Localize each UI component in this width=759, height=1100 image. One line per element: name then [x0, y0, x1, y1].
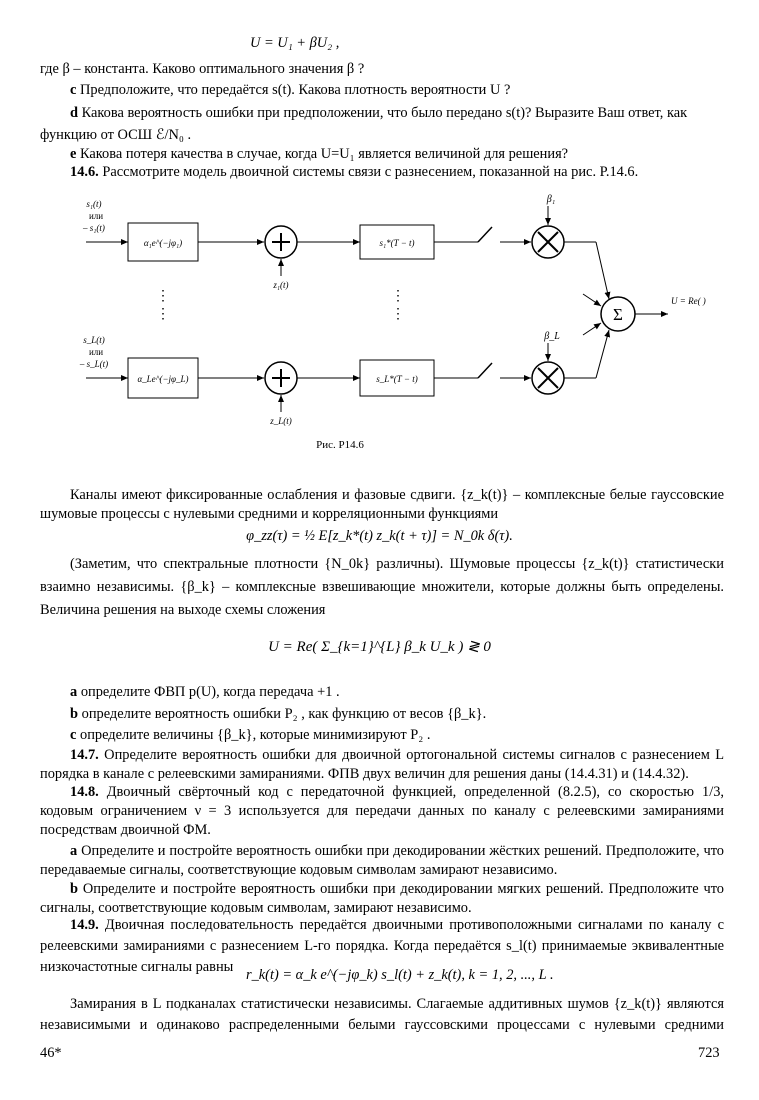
input-L-label: s_L(t): [83, 335, 105, 345]
item-text: определите ФВП p(U), когда передача +1 .: [80, 684, 340, 700]
text-line: низкочастотные сигналы равны: [40, 959, 234, 975]
ellipsis-dots: ⋮: [156, 289, 170, 304]
item-label: e: [70, 146, 77, 162]
top-formula: U = U₁ + βU₂ ,: [250, 35, 340, 51]
text-line: [40, 746, 724, 765]
item-b: [70, 705, 486, 724]
text-line: релеевскими замираниями с разнесением L-го порядка. Когда передаётся s_l(t) принимаемые эквивалентные: [40, 938, 724, 954]
problem-number: 14.6.: [70, 164, 99, 180]
text-line: передаваемые сигналы, соответствующие кодовым символам замирают независимо.: [40, 862, 558, 878]
text-line: (Заметим, что спектральные плотности {N_0k} различны). Шумовые процессы {z_k(t)} статистически: [70, 556, 724, 572]
text-line: взаимно независимы. {β_k} – комплексные взвешивающие множители, которые должны быть определены.: [40, 579, 724, 595]
formula-rk: r_k(t) = α_k e^(−jφ_k) s_l(t) + z_k(t), k = 1, 2, ..., L .: [246, 967, 554, 983]
formula-phi: φ_zz(τ) = ½ E[z_k*(t) z_k(t + τ)] = N_0k δ(τ).: [246, 528, 513, 544]
matched-filter-L-label: s_L*(T − t): [376, 374, 418, 384]
wire: [583, 323, 601, 335]
noise-L-label: z_L(t): [270, 416, 292, 426]
problem-text: Двоичная последовательность передаётся двоичными противоположными сигналами по каналу с: [104, 917, 724, 933]
input-L-or: или: [88, 347, 104, 357]
footer-left: 46*: [40, 1045, 62, 1061]
item-c: [70, 81, 510, 100]
item-a: [70, 683, 340, 702]
problem-text: Определите вероятность ошибки для двоичной ортогональной системы сигналов с разнесением L: [104, 747, 725, 763]
ellipsis-dots: ⋮: [156, 307, 170, 322]
item-label: a: [70, 843, 78, 859]
channel-1-gain: α₁e^(−jφ₁): [143, 238, 183, 248]
text-line: сигналы, соответствующие кодовым символам, замирают независимо.: [40, 900, 472, 916]
item-label: c: [70, 82, 77, 98]
text-line: [40, 783, 724, 802]
text-line: Каналы имеют фиксированные ослабления и фазовые сдвиги. {z_k(t)} – комплексные белые гауссовские: [70, 487, 724, 503]
text-line: [40, 842, 724, 861]
text-line: Замирания в L подканалах статистически независимы. Слагаемые аддитивных шумов {z_k(t)} являются: [70, 996, 724, 1012]
problem-number: 14.9.: [70, 917, 99, 933]
item-d: [70, 104, 687, 123]
text-line: [40, 916, 724, 935]
diversity-system-diagram: [0, 190, 759, 455]
channel-L-gain: α_Le^(−jφ_L): [137, 374, 189, 384]
ellipsis-dots: ⋮: [391, 307, 405, 322]
input-1-label: s₁(t): [86, 199, 102, 209]
text-line: где β – константа. Каково оптимального значения β ?: [40, 61, 365, 77]
beta-1-label: β₁: [546, 194, 556, 205]
item-text: определите величины {β_k}, которые минимизируют P₂ .: [80, 727, 431, 743]
input-1-or: или: [88, 211, 104, 221]
wire: [583, 294, 601, 306]
item-c: [70, 726, 430, 745]
problem-14-8: [40, 783, 724, 918]
problem-number: 14.8.: [70, 784, 99, 800]
item-label: b: [70, 706, 79, 722]
item-label: d: [70, 105, 79, 121]
item-label: b: [70, 881, 79, 897]
item-text: Определите и постройте вероятность ошибки при декодировании мягких решений. Предположите что: [82, 881, 724, 897]
text-line: порядка в канале с релеевскими замираниями. ФПВ двух величин для решения даны (14.4.31) и (14.4.32).: [40, 766, 689, 782]
sampler-switch-1: [478, 227, 492, 242]
noise-1-label: z₁(t): [273, 280, 289, 290]
text-line: шумовые процессы с нулевыми средними и корреляционными функциями: [40, 506, 499, 522]
text-line: Величина решения на выходе схемы сложения: [40, 602, 326, 618]
matched-filter-1-label: s₁*(T − t): [379, 238, 415, 248]
sampler-switch-L: [478, 363, 492, 378]
text-line: посредствам двоичной ФМ.: [40, 822, 211, 838]
item-text: Какова вероятность ошибки при предположении, что было передано s(t)? Выразите Ваш ответ, как: [81, 105, 688, 121]
text-line: [40, 880, 724, 899]
problem-14-7: [40, 746, 724, 784]
text-line: функцию от ОСШ ℰ/N₀ .: [40, 127, 192, 143]
figure-caption: Рис. Р14.6: [316, 439, 364, 451]
problem-text: Рассмотрите модель двоичной системы связи с разнесением, показанной на рис. Р.14.6.: [102, 164, 639, 180]
paragraph: [40, 994, 724, 1036]
problem-text: Двоичный свёрточный код с передаточной функцией, определенной (8.2.5), со скоростью 1/3,: [106, 784, 724, 800]
sum-symbol: Σ: [613, 305, 623, 324]
beta-L-label: β_L: [544, 331, 560, 342]
item-text: Предположите, что передаётся s(t). Какова плотность вероятности U ?: [80, 82, 511, 98]
input-1-neg: – s₁(t): [83, 223, 105, 233]
problem-14-6: [70, 163, 638, 182]
item-text: определите вероятность ошибки P₂ , как функцию от весов {β_k}.: [81, 706, 487, 722]
item-text: Какова потеря качества в случае, когда U=U₁ является величиной для решения?: [80, 146, 569, 162]
ellipsis-dots: ⋮: [391, 289, 405, 304]
text-line: независимыми и одинаково распределенными белыми гауссовскими процессами с нулевыми средними: [40, 1017, 724, 1033]
paragraph: [40, 553, 724, 622]
text-line: кодовым ограничением ν = 3 используется для передачи данных по каналу с релеевскими замираниями: [40, 803, 724, 819]
item-e: [70, 145, 568, 164]
wire: [596, 242, 609, 299]
item-label: c: [70, 727, 77, 743]
output-label: U = Re( ): [671, 296, 706, 306]
item-text: Определите и постройте вероятность ошибки при декодировании жёстких решений. Предположите, что: [81, 843, 724, 859]
paragraph: [40, 486, 724, 524]
wire: [596, 330, 609, 378]
problem-number: 14.7.: [70, 747, 99, 763]
item-label: a: [70, 684, 78, 700]
page-number: 723: [698, 1045, 720, 1061]
formula-U: U = Re( Σ_{k=1}^{L} β_k U_k ) ≷ 0: [268, 639, 491, 655]
input-L-neg: – s_L(t): [79, 359, 109, 369]
